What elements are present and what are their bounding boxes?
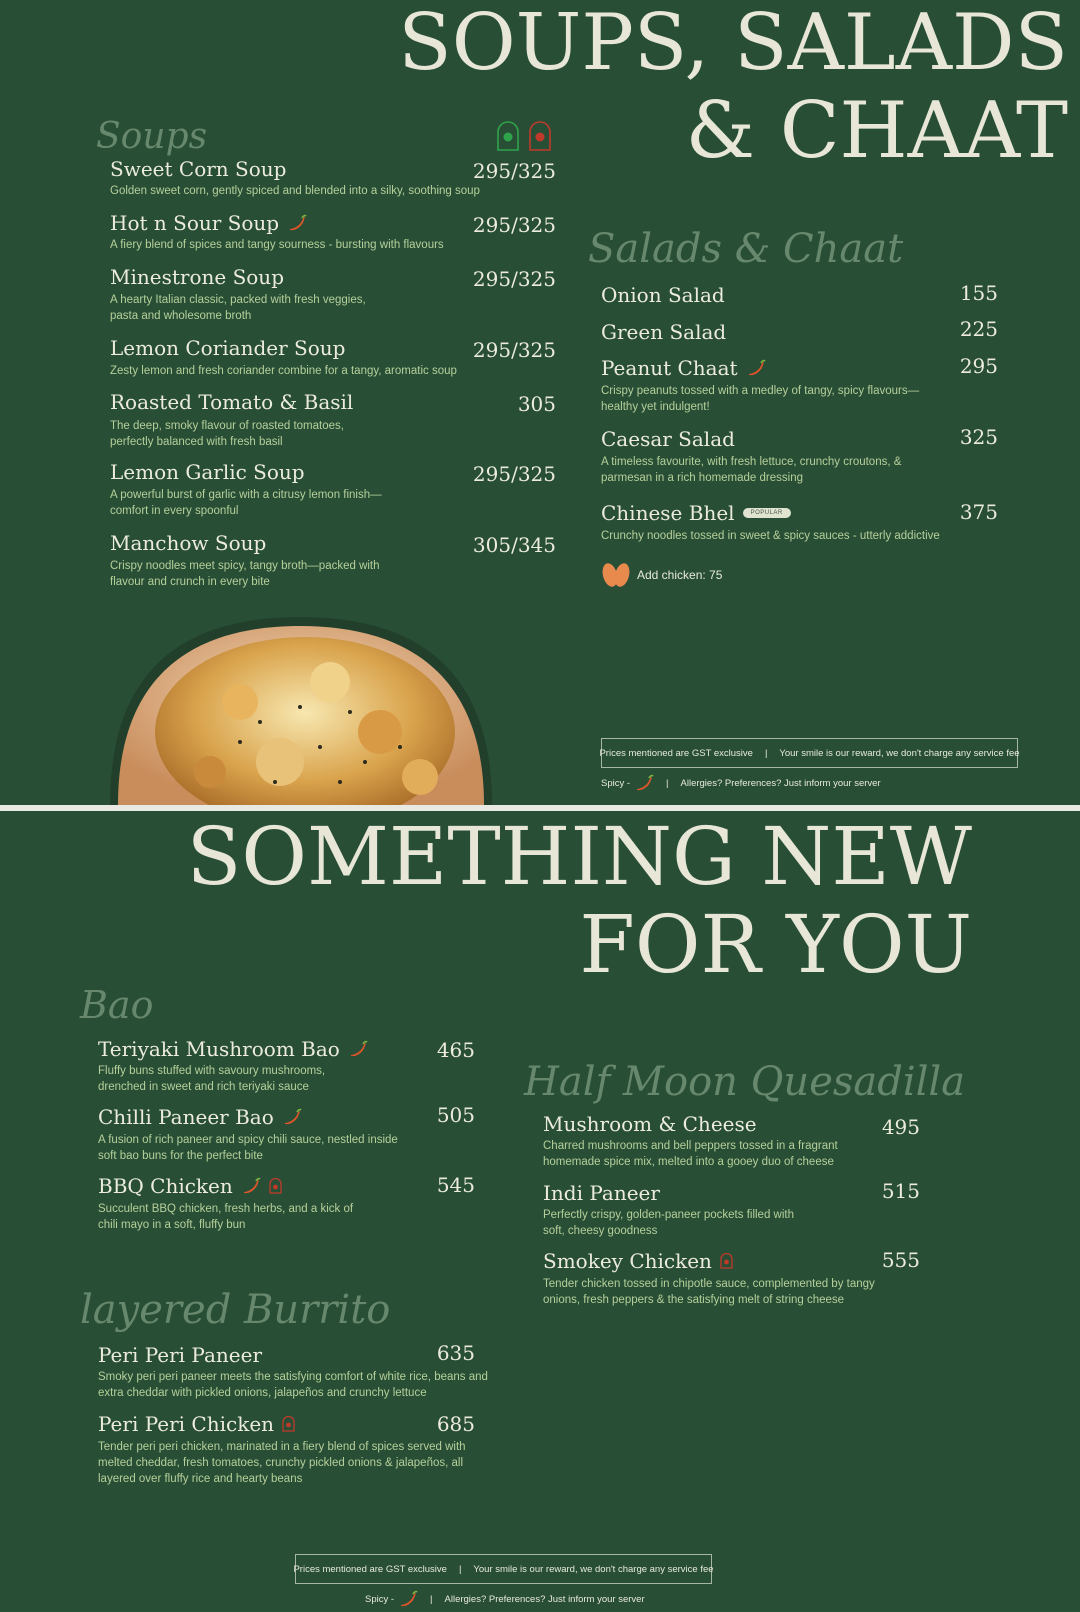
gst-note: Prices mentioned are GST exclusive	[293, 1563, 447, 1575]
veg-icon	[496, 120, 520, 152]
bao-price-bbq-chicken: 545	[436, 1173, 475, 1197]
salad-desc-caesar: A timeless favourite, with fresh lettuce, crunchy croutons, & parmesan in a rich homemade dressing	[601, 456, 902, 484]
price-notice-box	[295, 1554, 712, 1584]
notice-separator: |	[764, 747, 768, 759]
nonveg-icon	[269, 1178, 282, 1194]
service-fee-note: Your smile is our reward, we don't charge any service fee	[473, 1563, 714, 1575]
burrito-price-peri-peri-chicken: 685	[436, 1412, 475, 1436]
bao-desc-chilli-paneer: A fusion of rich paneer and spicy chili sauce, nestled inside soft bao buns for the perfect bite	[98, 1134, 398, 1162]
bao-name-chilli-paneer: Chilli Paneer Bao	[98, 1105, 302, 1129]
burrito-name-peri-peri-paneer: Peri Peri Paneer	[98, 1343, 263, 1367]
page-title-line2: & CHAAT	[685, 86, 1068, 176]
burrito-price-peri-peri-paneer: 635	[436, 1341, 475, 1365]
soup-desc-lemon-garlic: A powerful burst of garlic with a citrusy lemon finish— comfort in every spoonful	[110, 489, 382, 517]
soup-name-lemon-garlic: Lemon Garlic Soup	[110, 460, 305, 484]
salad-price-caesar: 325	[959, 425, 998, 449]
footer-legend	[365, 1590, 645, 1608]
salad-price-peanut-chaat: 295	[959, 354, 998, 378]
soup-price-manchow: 305/345	[472, 533, 556, 557]
salad-price-chinese-bhel: 375	[959, 500, 998, 524]
soup-price-sweet-corn: 295/325	[472, 159, 556, 183]
popular-badge: POPULAR	[743, 508, 791, 518]
nonveg-icon	[528, 120, 552, 152]
chili-icon	[746, 359, 766, 377]
soup-name-roasted-tomato: Roasted Tomato & Basil	[110, 390, 354, 414]
allergy-note: Allergies? Preferences? Just inform your server	[444, 1593, 645, 1605]
soup-name-minestrone: Minestrone Soup	[110, 265, 284, 289]
chili-icon	[634, 774, 654, 792]
bao-desc-bbq-chicken: Succulent BBQ chicken, fresh herbs, and a kick of chili mayo in a soft, fluffy bun	[98, 1203, 354, 1231]
burrito-desc-peri-peri-paneer: Smoky peri peri paneer meets the satisfying comfort of white rice, beans and extra cheddar with pickled onions, jalapeños and crunchy lettuce	[98, 1371, 488, 1399]
salad-name-chinese-bhel: Chinese Bhel POPULAR	[601, 501, 791, 525]
soup-name-lemon-coriander: Lemon Coriander Soup	[110, 336, 346, 360]
soup-price-hot-n-sour: 295/325	[472, 213, 556, 237]
salad-desc-chinese-bhel: Crunchy noodles tossed in sweet & spicy sauces - utterly addictive	[601, 530, 940, 542]
section-heading-quesadilla: Half Moon Quesadilla	[524, 1059, 966, 1105]
salad-name-peanut-chaat: Peanut Chaat	[601, 356, 766, 380]
bao-price-chilli-paneer: 505	[436, 1103, 475, 1127]
spicy-label: Spicy -	[601, 777, 631, 789]
salad-price-green: 225	[959, 317, 998, 341]
section-heading-burrito: layered Burrito	[80, 1287, 391, 1333]
nonveg-icon	[720, 1253, 733, 1269]
page-title-line1: SOUPS, SALADS	[398, 0, 1068, 88]
quesadilla-name-mushroom-cheese: Mushroom & Cheese	[543, 1112, 757, 1136]
quesadilla-price-smokey-chicken: 555	[881, 1248, 920, 1272]
soup-desc-hot-n-sour: A fiery blend of spices and tangy sourness - bursting with flavours	[110, 239, 444, 251]
chili-icon	[398, 1590, 418, 1608]
soup-desc-roasted-tomato: The deep, smoky flavour of roasted tomatoes, perfectly balanced with fresh basil	[110, 420, 344, 448]
quesadilla-name-indi-paneer: Indi Paneer	[543, 1181, 660, 1205]
service-fee-note: Your smile is our reward, we don't charge any service fee	[779, 747, 1020, 759]
page-title-line2: FOR YOU	[579, 898, 972, 991]
notice-separator: |	[458, 1563, 462, 1575]
section-heading-salads-chaat: Salads & Chaat	[588, 226, 904, 272]
chili-icon	[348, 1040, 368, 1058]
bao-price-teriyaki-mushroom: 465	[436, 1038, 475, 1062]
bao-name-teriyaki-mushroom: Teriyaki Mushroom Bao	[98, 1037, 368, 1061]
section-heading-bao: Bao	[80, 983, 154, 1027]
soup-price-minestrone: 295/325	[472, 267, 556, 291]
footer-legend	[601, 774, 881, 792]
quesadilla-price-indi-paneer: 515	[881, 1179, 920, 1203]
quesadilla-name-smokey-chicken: Smokey Chicken	[543, 1249, 733, 1273]
burrito-desc-peri-peri-chicken: Tender peri peri chicken, marinated in a fiery blend of spices served with melted cheddar, fresh tomatoes, crunchy pickled onions & jalapeños, all layered over fluffy rice and hearty beans	[98, 1441, 466, 1485]
quesadilla-price-mushroom-cheese: 495	[881, 1115, 920, 1139]
allergy-note: Allergies? Preferences? Just inform your server	[680, 777, 881, 789]
salad-price-onion: 155	[959, 281, 998, 305]
bao-desc-teriyaki-mushroom: Fluffy buns stuffed with savoury mushrooms, drenched in sweet and rich teriyaki sauce	[98, 1065, 326, 1093]
soup-name-manchow: Manchow Soup	[110, 531, 267, 555]
chili-icon	[241, 1177, 261, 1195]
burrito-name-peri-peri-chicken: Peri Peri Chicken	[98, 1412, 295, 1436]
chili-icon	[282, 1108, 302, 1126]
soup-desc-manchow: Crispy noodles meet spicy, tangy broth—packed with flavour and crunch in every bite	[110, 560, 380, 588]
salad-bowl-image	[100, 612, 500, 805]
salad-name-green: Green Salad	[601, 320, 727, 344]
soup-desc-sweet-corn: Golden sweet corn, gently spiced and blended into a silky, soothing soup	[110, 185, 480, 197]
footer-separator: |	[430, 1593, 433, 1605]
bao-name-bbq-chicken: BBQ Chicken	[98, 1174, 282, 1198]
price-notice-box	[601, 738, 1018, 768]
menu-page-soups-salads	[0, 0, 1080, 805]
chili-icon	[287, 214, 307, 232]
page-title-line1: SOMETHING NEW	[186, 811, 972, 903]
soup-name-sweet-corn: Sweet Corn Soup	[110, 157, 287, 181]
chicken-leg-icon	[600, 562, 632, 588]
nonveg-icon	[282, 1416, 295, 1432]
gst-note: Prices mentioned are GST exclusive	[599, 747, 753, 759]
footer-separator: |	[666, 777, 669, 789]
soup-price-lemon-coriander: 295/325	[472, 338, 556, 362]
soup-desc-lemon-coriander: Zesty lemon and fresh coriander combine for a tangy, aromatic soup	[110, 365, 457, 377]
quesadilla-desc-indi-paneer: Perfectly crispy, golden-paneer pockets filled with soft, cheesy goodness	[543, 1209, 794, 1237]
quesadilla-desc-mushroom-cheese: Charred mushrooms and bell peppers tossed in a fragrant homemade spice mix, melted into a gooey duo of cheese	[543, 1140, 838, 1168]
add-chicken-note: Add chicken: 75	[637, 568, 723, 582]
soup-price-lemon-garlic: 295/325	[472, 462, 556, 486]
section-heading-soups: Soups	[96, 116, 208, 157]
spicy-label: Spicy -	[365, 1593, 395, 1605]
salad-name-onion: Onion Salad	[601, 283, 725, 307]
salad-desc-peanut-chaat: Crispy peanuts tossed with a medley of tangy, spicy flavours— healthy yet indulgent!	[601, 385, 920, 413]
soup-price-roasted-tomato: 305	[517, 392, 556, 416]
quesadilla-desc-smokey-chicken: Tender chicken tossed in chipotle sauce, complemented by tangy onions, fresh peppers & the satisfying melt of string cheese	[543, 1278, 875, 1306]
menu-page-something-new	[0, 811, 1080, 1612]
soup-desc-minestrone: A hearty Italian classic, packed with fresh veggies, pasta and wholesome broth	[110, 294, 366, 322]
soup-name-hot-n-sour: Hot n Sour Soup	[110, 211, 307, 235]
salad-name-caesar: Caesar Salad	[601, 427, 735, 451]
